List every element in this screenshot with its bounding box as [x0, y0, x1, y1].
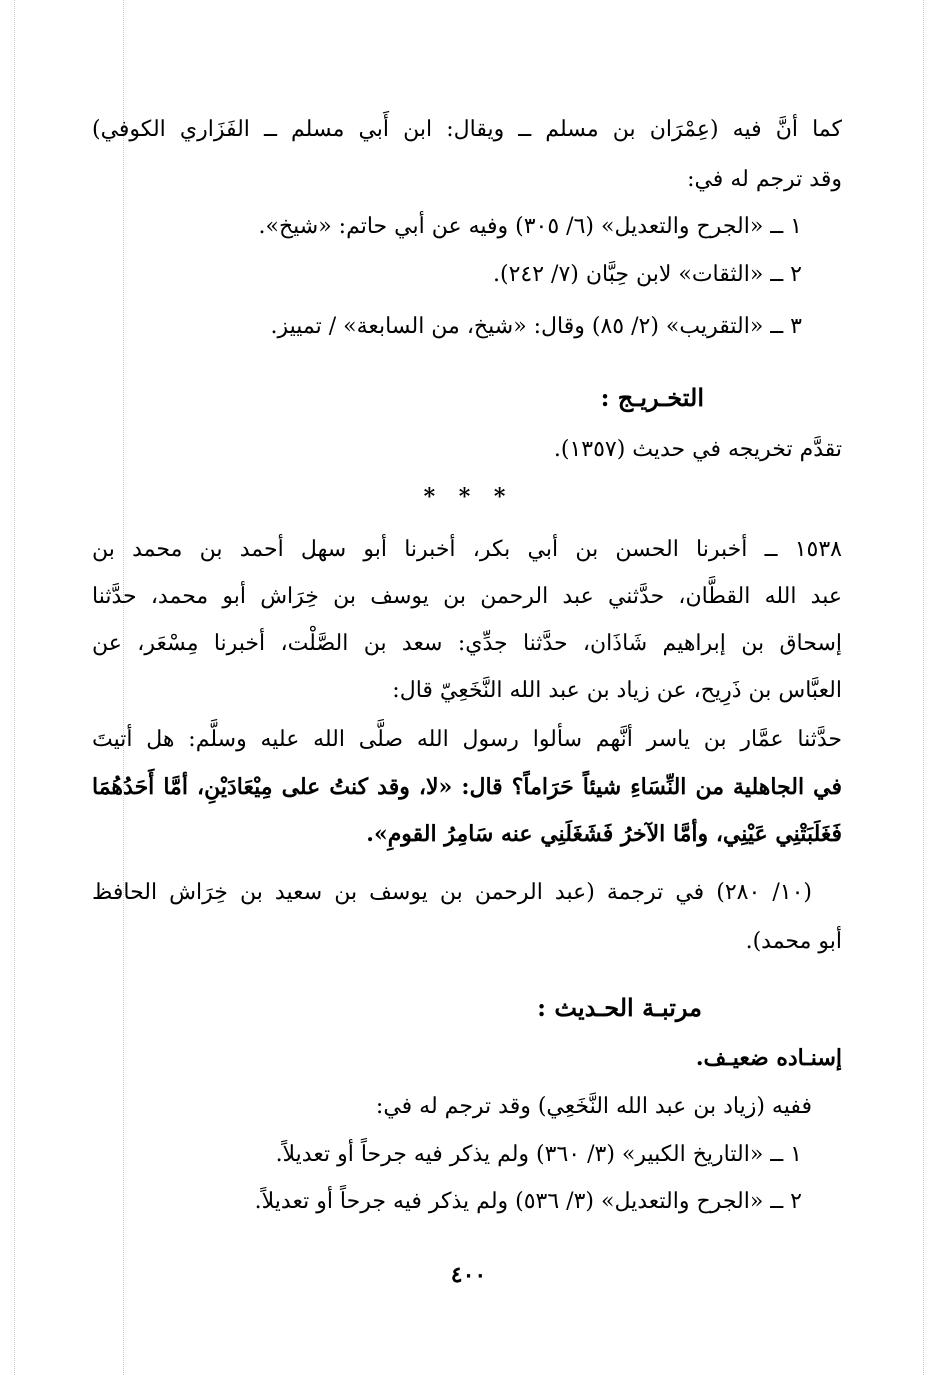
text-line: إسحاق بن إبراهيم شَاذَان، حدَّثنا جدِّي: سعد بن الصَّلْت، أخبرنا مِسْعَر، عن	[92, 631, 842, 656]
list-item: ١ ــ «الجرح والتعديل» (٦/ ٣٠٥) وفيه عن أبي حاتم: «شيخ».	[258, 214, 802, 239]
section-heading-hadith-grade: مرتبـة الحـديث :	[537, 993, 702, 1022]
text-line: تقدَّم تخريجه في حديث (١٣٥٧).	[553, 437, 842, 462]
text-line: عبد الله القطَّان، حدَّثني عبد الرحمن بن يوسف بن خِرَاش أبو محمد، حدَّثنا	[92, 584, 842, 609]
text-line: كما أنَّ فيه (عِمْرَان بن مسلم ــ ويقال: ابن أَبي مسلم ــ الفَزَاري الكوفي)	[92, 117, 842, 142]
grade-text: إسنـاده ضعيـف.	[695, 1045, 842, 1071]
page-number: ٤٠٠	[450, 1262, 487, 1288]
section-separator: * * *	[423, 484, 514, 510]
hadith-text-line: فَغَلَبَتْنِي عَيْنِي، وأمَّا الآخرُ فَشَغَلَنِي عنه سَامِرُ القومِ».	[366, 821, 842, 847]
hadith-number-line: ١٥٣٨ ــ أخبرنا الحسن بن أبي بكر، أخبرنا أبو سهل أحمد بن محمد بن	[92, 537, 842, 562]
list-item: ٢ ــ «الجرح والتعديل» (٣/ ٥٣٦) ولم يذكر فيه جرحاً أو تعديلاً.	[254, 1189, 802, 1214]
text-line: ففيه (زياد بن عبد الله النَّخَعِي) وقد ترجم له في:	[375, 1094, 812, 1119]
text-line: العبَّاس بن ذَرِيح، عن زياد بن عبد الله النَّخَعِيّ قال:	[392, 678, 842, 703]
list-item: ٢ ــ «الثقات» لابن حِبَّان (٧/ ٢٤٢).	[493, 262, 802, 287]
list-item: ٣ ــ «التقريب» (٢/ ٨٥) وقال: «شيخ، من السابعة» / تمييز.	[270, 314, 802, 339]
text-line: (١٠/ ٢٨٠) في ترجمة (عبد الرحمن بن يوسف بن سعيد بن خِرَاش الحافظ	[92, 880, 812, 905]
text-line: وقد ترجم له في:	[687, 167, 842, 192]
hadith-text-line: في الجاهلية من النِّسَاءِ شيئاً حَرَاماً؟ قال: «لا، وقد كنتُ على مِيْعَادَيْنِ، أمَّا أَحَدُهُمَا	[92, 774, 842, 800]
text-line: حدَّثنا عمَّار بن ياسر أنَّهم سألوا رسول الله صلَّى الله عليه وسلَّم: هل أتيتَ	[92, 727, 842, 752]
section-heading-takhrij: التخـريـج :	[600, 383, 704, 412]
list-item: ١ ــ «التاريخ الكبير» (٣/ ٣٦٠) ولم يذكر فيه جرحاً أو تعديلاً.	[275, 1142, 802, 1167]
text-line: أبو محمد).	[745, 929, 842, 954]
